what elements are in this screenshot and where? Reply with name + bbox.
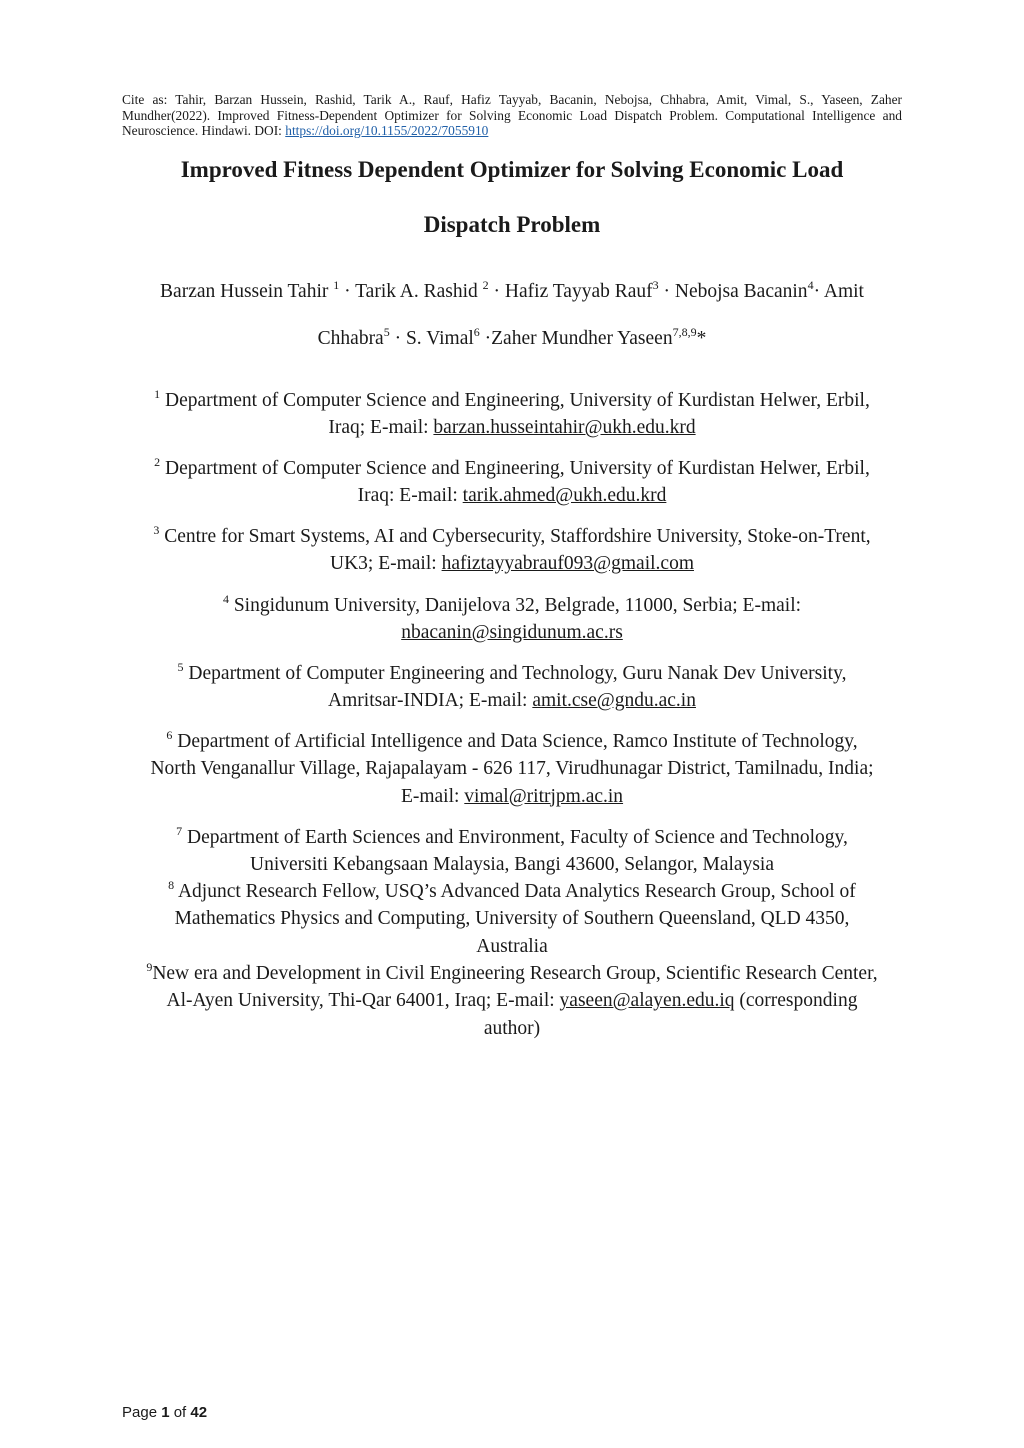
author-affil-sup: 4	[807, 278, 814, 292]
affiliation-text: North Venganallur Village, Rajapalayam - 626 117, Virudhunagar District, Tamilnadu, India;	[150, 758, 874, 780]
affiliation-number: 1	[154, 387, 161, 401]
author-affil-sup: 5	[383, 325, 390, 339]
author-affil-sup: 3	[652, 278, 659, 292]
affiliation-2	[100, 455, 924, 510]
affiliation-text: Amritsar-INDIA; E-mail:	[328, 690, 533, 712]
doi-link[interactable]: https://doi.org/10.1155/2022/7055910	[285, 123, 489, 139]
affiliation-email[interactable]: barzan.husseintahir@ukh.edu.krd	[433, 417, 696, 439]
affiliation-number: 3	[153, 523, 160, 537]
author-name: Chhabra	[317, 328, 384, 349]
affiliation-text: New era and Development in Civil Engineering Research Group, Scientific Research Center,	[152, 963, 878, 984]
affiliation-text: Adjunct Research Fellow, USQ’s Advanced Data Analytics Research Group, School of	[174, 881, 856, 902]
affiliation-4	[100, 592, 924, 647]
author-affil-sup: 7,8,9	[672, 325, 697, 339]
author-name: · Tarik A. Rashid	[339, 281, 483, 302]
author-name: · Nebojsa Bacanin	[658, 281, 808, 302]
affiliation-text: Mathematics Physics and Computing, University of Southern Queensland, QLD 4350,	[174, 908, 850, 930]
page-number-footer	[122, 1404, 207, 1421]
affiliation-text: Department of Artificial Intelligence and Data Science, Ramco Institute of Technology,	[172, 731, 858, 752]
affiliation-email[interactable]: nbacanin@singidunum.ac.rs	[401, 622, 623, 644]
paper-title-line-2: Dispatch Problem	[423, 212, 601, 237]
affiliation-number: 5	[177, 660, 184, 674]
author-list-line-1	[100, 280, 924, 304]
affiliation-6	[100, 728, 924, 810]
author-name: · S. Vimal	[389, 328, 474, 349]
affiliation-number: 8	[168, 878, 175, 892]
author-name: ·Zaher Mundher Yaseen	[479, 328, 673, 349]
affiliation-email[interactable]: amit.cse@gndu.ac.in	[532, 690, 696, 712]
affiliation-text: Australia	[476, 935, 548, 957]
author-list-line-2	[100, 327, 924, 351]
affiliation-text: Department of Earth Sciences and Environment, Faculty of Science and Technology,	[182, 827, 848, 848]
affiliation-email[interactable]: hafiztayyabrauf093@gmail.com	[441, 553, 694, 575]
affiliation-number: 4	[222, 592, 229, 606]
affiliation-text: Universiti Kebangsaan Malaysia, Bangi 43600, Selangor, Malaysia	[250, 854, 774, 876]
affiliation-text: E-mail:	[400, 785, 465, 807]
page-of-label: of	[169, 1404, 191, 1421]
affiliation-text: Centre for Smart Systems, AI and Cybersecurity, Staffordshire University, Stoke-on-Trent,	[159, 526, 871, 547]
author-name: · Amit	[813, 281, 864, 302]
affiliation-number: 6	[166, 728, 173, 742]
paper-title-line-1: Improved Fitness Dependent Optimizer for Solving Economic Load	[180, 157, 844, 182]
author-affil-sup: 2	[482, 278, 489, 292]
affiliation-text: Department of Computer Science and Engineering, University of Kurdistan Helwer, Erbil,	[160, 458, 870, 479]
affiliation-text: Al-Ayen University, Thi-Qar 64001, Iraq; E-mail:	[166, 990, 560, 1012]
total-page-count: 42	[190, 1404, 208, 1421]
affiliation-text: Department of Computer Science and Engineering, University of Kurdistan Helwer, Erbil,	[160, 390, 870, 411]
author-name: Barzan Hussein Tahir	[160, 281, 334, 302]
affiliation-5	[100, 660, 924, 715]
affiliation-text: Iraq: E-mail:	[357, 485, 463, 507]
author-affil-sup: 6	[473, 325, 480, 339]
affiliation-text: Singidunum University, Danijelova 32, Belgrade, 11000, Serbia; E-mail:	[228, 595, 802, 616]
affiliation-email[interactable]: yaseen@alayen.edu.iq	[559, 990, 735, 1012]
affiliation-text: UK3; E-mail:	[330, 553, 442, 575]
page-label: Page	[122, 1404, 162, 1421]
affiliation-email[interactable]: vimal@ritrjpm.ac.in	[464, 785, 624, 807]
affiliation-text: (corresponding	[734, 990, 858, 1012]
citation-block	[122, 92, 902, 139]
affiliation-number: 9	[146, 960, 153, 974]
affiliation-text: author)	[483, 1017, 541, 1039]
affiliation-9	[100, 960, 924, 1042]
affiliation-8	[100, 878, 924, 960]
author-affil-sup: 1	[333, 278, 340, 292]
affiliation-text: Department of Computer Engineering and Technology, Guru Nanak Dev University,	[183, 663, 847, 684]
affiliation-3	[100, 523, 924, 578]
author-name: · Hafiz Tayyab Rauf	[488, 281, 653, 302]
affiliation-email[interactable]: tarik.ahmed@ukh.edu.krd	[462, 485, 667, 507]
affiliation-7	[100, 824, 924, 879]
affiliation-1	[100, 387, 924, 442]
corresponding-author-mark: *	[696, 328, 707, 349]
affiliation-text: Iraq; E-mail:	[328, 417, 434, 439]
affiliation-number: 2	[154, 455, 161, 469]
current-page-number: 1	[161, 1404, 170, 1421]
affiliation-number: 7	[176, 824, 183, 838]
citation-text: Cite as: Tahir, Barzan Hussein, Rashid, Tarik A., Rauf, Hafiz Tayyab, Bacanin, Nebojsa, Chhabra, Amit, Vimal, S., Yaseen, Zaher Mundher(2022). Improved Fitness-Dependent Optimizer for Solving Economic Load Dispatch Problem. Computational Intelligence and Neuroscience. Hindawi. DOI:	[122, 92, 902, 139]
